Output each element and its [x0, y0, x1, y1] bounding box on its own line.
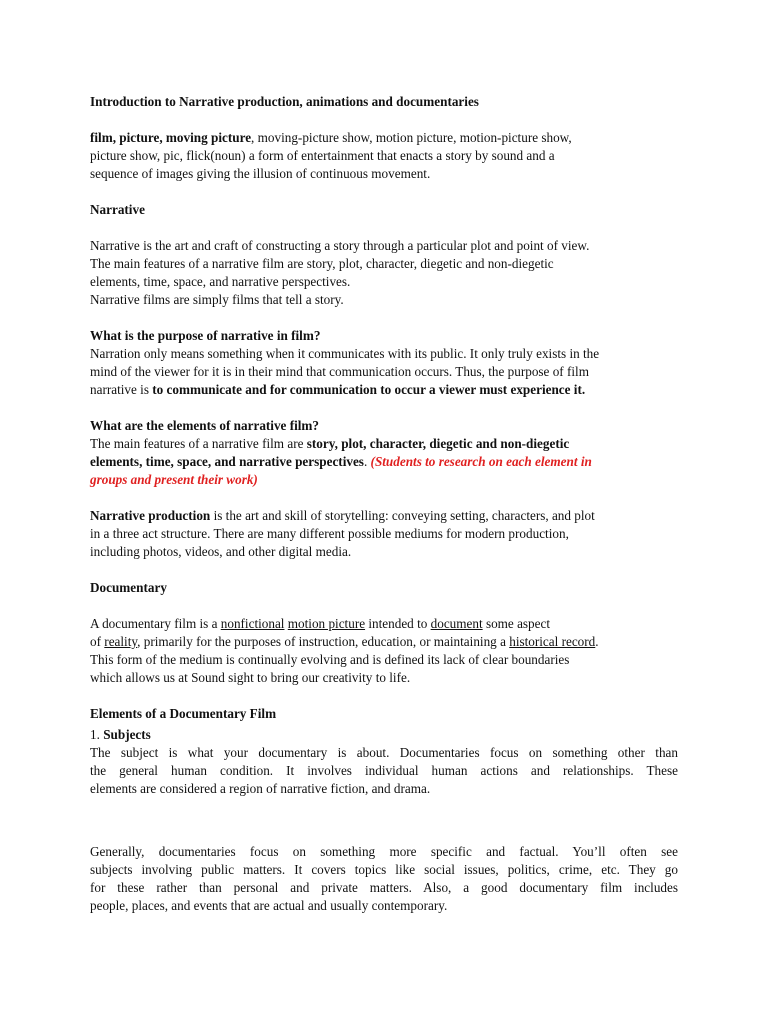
- elements-line-1: [90, 435, 678, 453]
- elements-line-3: [90, 471, 678, 489]
- narrative-paragraph: [90, 237, 678, 309]
- subjects-p1-line-1: The subject is what your documentary is about. Documentaries focus on something other than: [90, 745, 678, 760]
- elements-heading: [90, 417, 678, 435]
- subjects-item-number: 1.: [90, 727, 104, 742]
- production-line-2: in a three act structure. There are many different possible mediums for modern production,: [90, 526, 569, 541]
- subjects-p2-line-3: for these rather than personal and private matters. Also, a good documentary film includes: [90, 880, 678, 895]
- film-definition-line-1: [90, 129, 678, 147]
- subjects-p2-line-1: Generally, documentaries focus on something more specific and factual. You’ll often see: [90, 844, 678, 859]
- link-reality[interactable]: reality: [104, 634, 138, 649]
- narrative-heading: [90, 201, 678, 219]
- documentary-line-1-d: some aspect: [482, 616, 551, 631]
- documentary-line-4: which allows us at Sound sight to bring our creativity to life.: [90, 670, 411, 685]
- documentary-line-1-c: intended to: [365, 616, 431, 631]
- purpose-heading: [90, 327, 678, 345]
- narrative-line-4: Narrative films are simply films that tell a story.: [90, 292, 344, 307]
- film-definition: [90, 129, 678, 183]
- documentary-line-1: [90, 615, 678, 633]
- narrative-line-3: elements, time, space, and narrative perspectives.: [90, 274, 351, 289]
- production-paragraph: [90, 507, 678, 561]
- subjects-paragraph-2: [90, 843, 678, 915]
- production-line-1: [90, 507, 678, 525]
- document-title: [90, 93, 678, 111]
- subjects-item-label: Subjects: [103, 727, 151, 742]
- elements-note-red-2: groups and present their work): [90, 472, 258, 487]
- elements-line-2: [90, 453, 678, 471]
- documentary-heading: [90, 579, 678, 597]
- elements-note-red-1: (Students to research on each element in: [370, 454, 592, 469]
- documentary-line-2-a: of: [90, 634, 105, 649]
- documentary-heading-text: Documentary: [90, 580, 167, 595]
- elements-heading-text: What are the elements of narrative film?: [90, 418, 320, 433]
- purpose-line-3-bold: to communicate and for communication to occur a viewer must experience it.: [152, 382, 586, 397]
- document-title-text: Introduction to Narrative production, animations and documentaries: [90, 94, 479, 109]
- documentary-paragraph: [90, 615, 678, 687]
- elements-paragraph: [90, 435, 678, 489]
- film-definition-term: film, picture, moving picture: [90, 130, 252, 145]
- production-line-1-rest: is the art and skill of storytelling: conveying setting, characters, and plot: [210, 508, 595, 523]
- link-motion-picture[interactable]: motion picture: [287, 616, 366, 631]
- subjects-p1-line-2: the general human condition. It involves individual human actions and relationships. These: [90, 763, 678, 778]
- subjects-p2-line-2: subjects involving public matters. It covers topics like social issues, politics, crime, etc. They go: [90, 862, 678, 877]
- film-definition-line-2: picture show, pic, flick(noun) a form of entertainment that enacts a story by sound and a: [90, 148, 555, 163]
- documentary-line-2: [90, 633, 678, 651]
- elements-line-2-dot: .: [363, 454, 368, 469]
- link-historical-record[interactable]: historical record: [509, 634, 596, 649]
- link-nonfictional[interactable]: nonfictional: [220, 616, 285, 631]
- documentary-line-1-a: A documentary film is a: [90, 616, 221, 631]
- purpose-line-1: Narration only means something when it communicates with its public. It only truly exists in the: [90, 346, 600, 361]
- link-document[interactable]: document: [430, 616, 483, 631]
- narrative-line-2: The main features of a narrative film are story, plot, character, diegetic and non-diegetic: [90, 256, 554, 271]
- elements-line-2-bold: elements, time, space, and narrative perspectives: [90, 454, 364, 469]
- production-term: Narrative production: [90, 508, 211, 523]
- purpose-paragraph: [90, 345, 678, 399]
- subjects-paragraph-1: [90, 744, 678, 798]
- doc-elements-heading-text: Elements of a Documentary Film: [90, 706, 277, 721]
- film-definition-line-1-rest: , moving-picture show, motion picture, motion-picture show,: [251, 130, 572, 145]
- subjects-item: [90, 726, 678, 744]
- film-definition-line-3: sequence of images giving the illusion of continuous movement.: [90, 166, 431, 181]
- documentary-line-3: This form of the medium is continually evolving and is defined its lack of clear boundaries: [90, 652, 570, 667]
- purpose-line-3-plain: narrative is: [90, 382, 153, 397]
- purpose-line-3: [90, 381, 678, 399]
- documentary-line-2-c: .: [595, 634, 599, 649]
- subjects-p2-line-4: people, places, and events that are actual and usually contemporary.: [90, 898, 448, 913]
- doc-elements-heading: [90, 705, 678, 723]
- documentary-line-2-b: , primarily for the purposes of instruction, education, or maintaining a: [137, 634, 510, 649]
- subjects-p1-line-3: elements are considered a region of narrative fiction, and drama.: [90, 781, 431, 796]
- elements-line-1-bold: story, plot, character, diegetic and non-diegetic: [306, 436, 570, 451]
- narrative-line-1: Narrative is the art and craft of constructing a story through a particular plot and point of view.: [90, 238, 590, 253]
- purpose-line-2: mind of the viewer for it is in their mind that communication occurs. Thus, the purpose of film: [90, 364, 589, 379]
- production-line-3: including photos, videos, and other digital media.: [90, 544, 352, 559]
- narrative-heading-text: Narrative: [90, 202, 145, 217]
- document-page: [90, 93, 678, 915]
- elements-line-1-plain: The main features of a narrative film are: [90, 436, 307, 451]
- purpose-heading-text: What is the purpose of narrative in film?: [90, 328, 321, 343]
